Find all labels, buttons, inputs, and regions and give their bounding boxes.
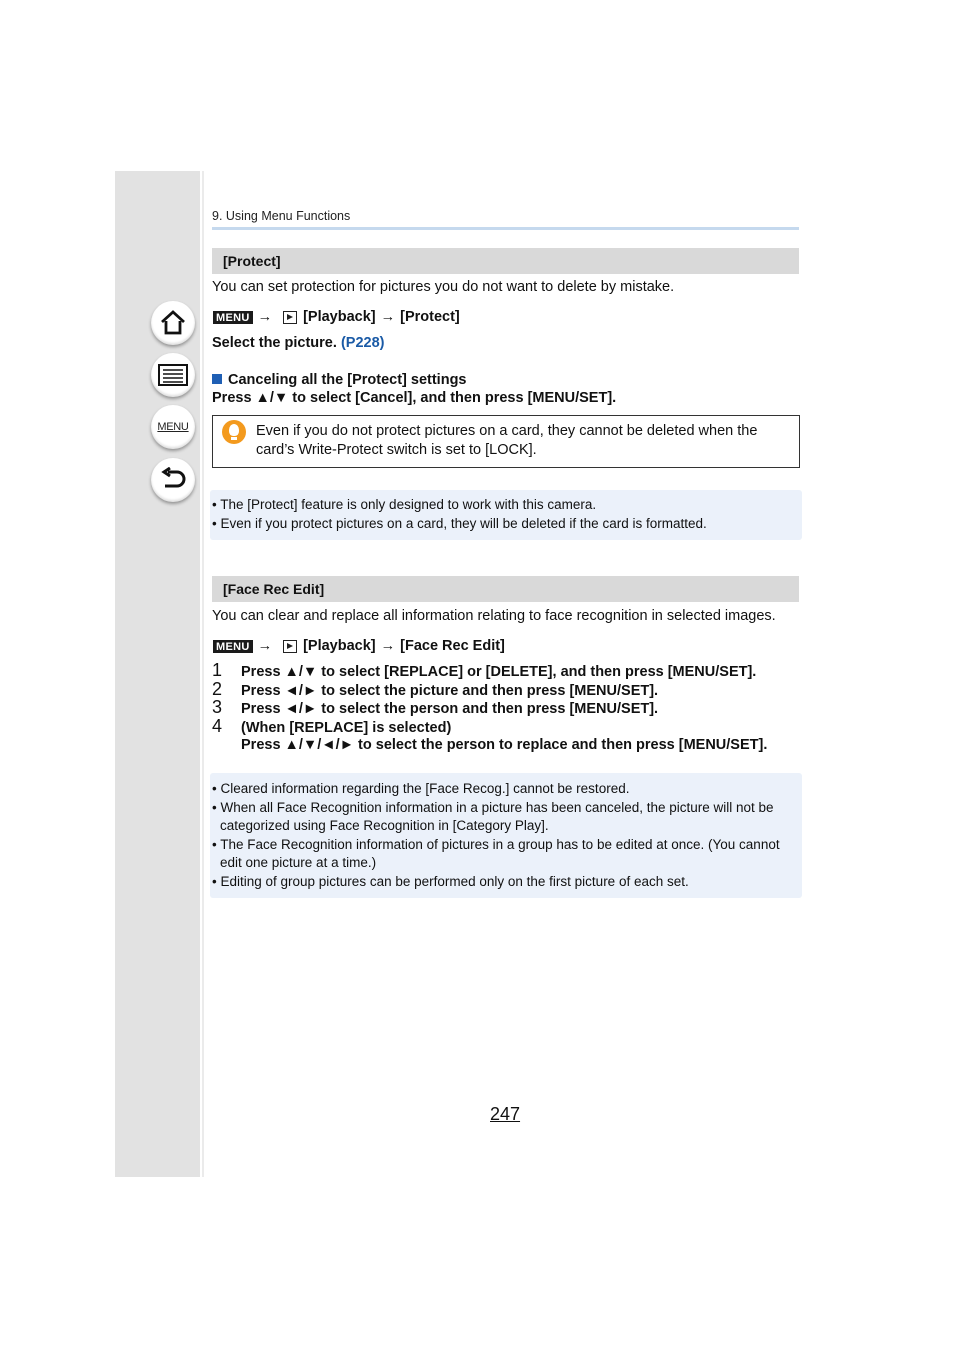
playback-icon: [283, 311, 297, 324]
lightbulb-icon: [222, 420, 246, 444]
menu-label: MENU: [157, 421, 189, 433]
protect-heading: [Protect]: [212, 248, 799, 274]
step-4-instruction: Press ▲/▼/◄/► to select the person to replace and then press [MENU/SET].: [241, 737, 768, 753]
step-text: Press ◄/► to select the picture and then press [MENU/SET].: [241, 683, 659, 699]
path-playback: [Playback]: [303, 309, 376, 325]
step-text: Press ▲/▼ to select [REPLACE] or [DELETE], and then press [MENU/SET].: [241, 664, 757, 680]
select-picture-line: [212, 335, 384, 351]
face-rec-tips: [210, 773, 802, 898]
tip-item: • The [Protect] feature is only designed to work with this camera.: [212, 497, 597, 512]
arrow: →: [257, 638, 273, 654]
header-rule: [212, 227, 799, 230]
back-arrow-icon: [159, 467, 187, 493]
step-3: [212, 697, 658, 718]
tip-item: • When all Face Recognition information in a picture has been canceled, the picture will not be categorized using Face Recognition in [Category Play].: [212, 799, 774, 833]
protect-menu-path: [213, 309, 460, 325]
arrow: →: [380, 309, 396, 325]
step-number: 1: [212, 660, 223, 680]
chapter-title: 9. Using Menu Functions: [212, 209, 351, 223]
tip-item: • Editing of group pictures can be performed only on the first picture of each set.: [212, 873, 689, 889]
playback-icon: [283, 640, 297, 653]
step-1: [212, 660, 756, 681]
step-number: 3: [212, 697, 223, 717]
note-box: [212, 415, 800, 468]
cancel-settings-title: [212, 372, 467, 388]
cancel-title-text: Canceling all the [Protect] settings: [228, 372, 467, 388]
protect-intro: You can set protection for pictures you do not want to delete by mistake.: [212, 279, 675, 295]
step-number: 2: [212, 679, 223, 699]
tip-item: • Even if you protect pictures on a card, they will be deleted if the card is formatted.: [212, 515, 707, 531]
step-number: 4: [212, 716, 223, 736]
select-picture-text: Select the picture.: [212, 335, 337, 351]
tip-item: • Cleared information regarding the [Face Recog.] cannot be restored.: [212, 781, 630, 796]
contents-button[interactable]: [151, 353, 195, 397]
page-number: 247: [490, 1104, 521, 1124]
arrow: →: [257, 309, 273, 325]
home-button[interactable]: [151, 301, 195, 345]
menu-badge: MENU: [213, 640, 253, 653]
home-icon: [159, 309, 187, 337]
face-rec-intro: You can clear and replace all information relating to face recognition in selected images.: [212, 608, 776, 624]
face-rec-heading: [Face Rec Edit]: [212, 576, 799, 602]
page-link-p228[interactable]: (P228): [340, 335, 385, 351]
step-4: [212, 716, 451, 737]
tip-item: • The Face Recognition information of pictures in a group has to be edited at once. (You cannot edit one picture at a time.): [212, 836, 780, 870]
menu-list-button[interactable]: [151, 405, 195, 449]
blue-square-icon: [212, 374, 222, 384]
path-protect: [Protect]: [400, 309, 460, 325]
protect-tips: [210, 490, 802, 540]
list-icon: [158, 364, 188, 386]
path-playback: [Playback]: [303, 638, 376, 654]
step-text: (When [REPLACE] is selected): [241, 720, 452, 736]
arrow: →: [380, 638, 396, 654]
path-face-rec: [Face Rec Edit]: [400, 638, 505, 654]
menu-badge: MENU: [213, 311, 253, 324]
note-text: Even if you do not protect pictures on a card, they cannot be deleted when the card’s Write-Protect switch is set to [LOCK].: [256, 423, 758, 458]
cancel-instruction: Press ▲/▼ to select [Cancel], and then press [MENU/SET].: [212, 390, 617, 406]
sidebar-divider: [202, 171, 204, 1177]
back-button[interactable]: [151, 458, 195, 502]
face-rec-menu-path: [213, 638, 505, 654]
step-text: Press ◄/► to select the person and then press [MENU/SET].: [241, 701, 659, 717]
